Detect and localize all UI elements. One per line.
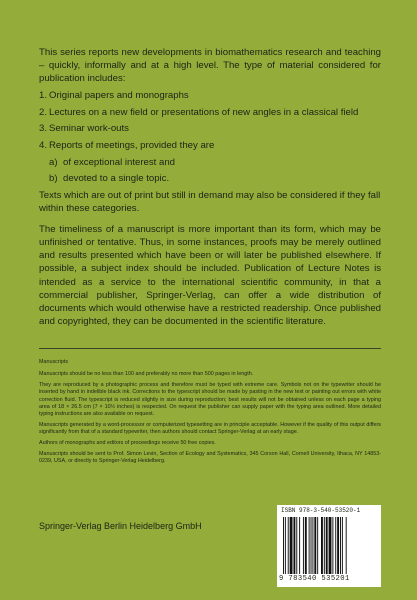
manuscripts-address: Manuscripts should be sent to Prof. Simon Levin, Section of Ecology and Systematics, 345 Corson Hall, Cornell University, Ithaca, NY 14853-0239, USA, or directly to Springer-Verlag Heidelberg.: [39, 451, 381, 465]
out-of-print-paragraph: Texts which are out of print but still in demand may also be considered if they fall within these categories.: [39, 190, 381, 215]
isbn-barcode: [277, 505, 381, 587]
sub-list-item: [49, 156, 381, 169]
barcode-bar: [293, 517, 295, 574]
barcode-bar: [311, 517, 312, 574]
barcode-bar: [312, 517, 313, 574]
material-list: [39, 89, 381, 186]
publisher-name: Springer-Verlag Berlin Heidelberg GmbH: [39, 521, 202, 531]
manuscripts-wordprocessor: Manuscripts generated by a word-processor or computerized typesetting are in principle acceptable. However if the quality of this output differs significantly from that of a standard typewriter, then authors should contact Springer-Verlag at an early stage.: [39, 422, 381, 436]
list-number: 3.: [39, 123, 48, 135]
list-number: 4.: [39, 139, 48, 151]
barcode-bar: [283, 517, 284, 574]
barcode-bars: [283, 517, 375, 574]
barcode-bar: [309, 517, 310, 574]
barcode-bar: [305, 517, 307, 574]
barcode-bar: [314, 517, 316, 574]
sub-list-text: devoted to a single topic.: [63, 173, 170, 185]
list-number: 2.: [39, 106, 48, 118]
barcode-bar: [335, 517, 336, 574]
manuscripts-heading: Manuscripts: [39, 359, 69, 365]
list-item: [39, 106, 381, 119]
barcode-bar: [303, 517, 304, 574]
sub-list-letter: b): [49, 173, 58, 185]
manuscripts-typing: They are reproduced by a photographic process and therefore must be typed with extreme care. Symbols not on the typewriter should be inserted by hand in indelible black ink. Corrections to the typescript should be made by pasting in the new text or painting out errors with white correction fluid. The typescript is reduced slightly in size during reproduction; best results will not be obtained unless on each page a typing area of 18 × 26.5 cm (7 × 10½ inches) is respected. On request the publisher can supply paper with the typing area outlined. More detailed typing instructions are also available on request.: [39, 382, 381, 418]
list-number: 1.: [39, 89, 48, 101]
barcode-bar: [299, 517, 300, 574]
barcode-bar: [290, 517, 293, 574]
sub-list-letter: a): [49, 156, 58, 168]
barcode-bar: [324, 517, 325, 574]
list-text: Reports of meetings, provided they are: [49, 139, 215, 151]
barcode-bar: [288, 517, 289, 574]
barcode-number: 9 783540 535201: [279, 575, 350, 583]
series-description: [39, 46, 381, 328]
timeliness-paragraph: The timeliness of a manuscript is more important than its form, which may be unfinished or tentative. Thus, in some instances, proofs may be merely outlined and results presented which have been or will later be published elsewhere. If possible, a subject index should be included. Publication of Lecture Notes is intended as a service to the international scientific community, in that a commercial publisher, Springer-Verlag, can offer a wide distribution of documents which would otherwise have a restricted readership. Once published and copyrighted, they can be documented in the scientific literature.: [39, 224, 381, 327]
barcode-bar: [296, 517, 297, 574]
barcode-bar: [317, 517, 318, 574]
isbn-text: ISBN 978-3-540-53520-1: [281, 507, 361, 514]
intro-paragraph: This series reports new developments in biomathematics research and teaching – quickly, informally and at a high level. The type of material considered for publication includes:: [39, 47, 381, 85]
manuscripts-length: Manuscripts should be no less than 100 and preferably no more than 500 pages in length.: [39, 371, 254, 378]
barcode-bar: [337, 517, 339, 574]
sub-list-text: of exceptional interest and: [63, 156, 176, 168]
manuscripts-section: [39, 359, 381, 469]
barcode-bar: [342, 517, 343, 574]
barcode-bar: [332, 517, 333, 574]
list-text: Original papers and monographs: [49, 89, 189, 101]
barcode-bar: [326, 517, 328, 574]
list-item: [39, 122, 381, 135]
barcode-bar: [285, 517, 286, 574]
list-text: Lectures on a new field or presentations of new angles in a classical field: [49, 106, 359, 118]
barcode-bar: [329, 517, 332, 574]
list-item: [39, 139, 381, 152]
section-divider: [39, 348, 381, 349]
manuscripts-free-copies: Authors of monographs and editors of proceedings receive 50 free copies.: [39, 440, 216, 447]
sub-list-item: [49, 172, 381, 185]
list-text: Seminar work-outs: [49, 123, 129, 135]
barcode-bar: [340, 517, 341, 574]
barcode-bar: [321, 517, 323, 574]
barcode-bar: [346, 517, 347, 574]
list-item: [39, 89, 381, 102]
